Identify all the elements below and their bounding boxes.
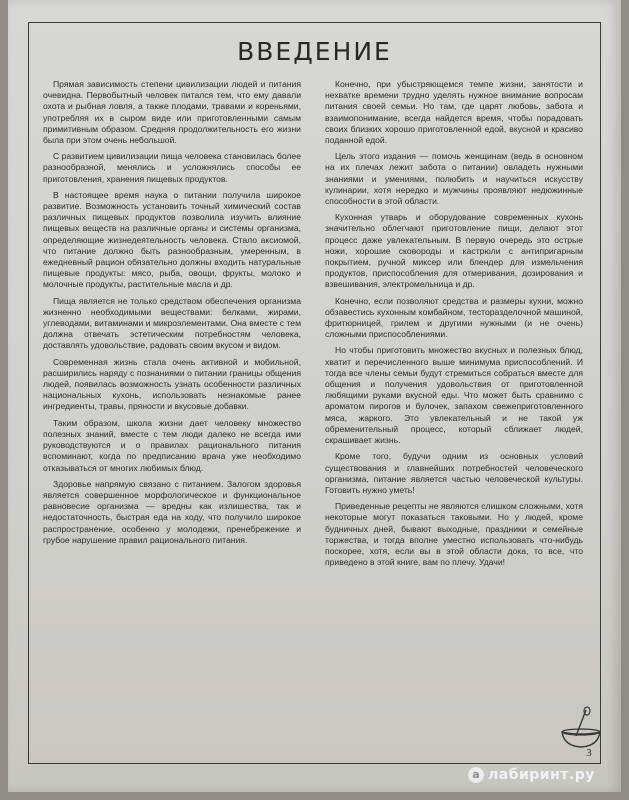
watermark [468, 764, 595, 786]
book-page [8, 0, 621, 792]
paragraph: Цель этого издания — помочь женщинам (ведь в основном на их плечах лежит забота о питании) овладеть нужными знаниями и умениями, полюбить и научиться искусству кулинарии, хотя нередко и мужчины проявляют недюжинные способности в этой области. [325, 151, 583, 207]
paragraph: Но чтобы приготовить множество вкусных и полезных блюд, хватит и перечисленного выше минимума приспособлений. И тогда все члены семьи будут стремиться собраться вместе для общения и получения удовольствия от приготовленной любящими руками вкусной еды. Что может быть сравнимо с ароматом пирогов и булочек, запахом свежеприготовленного мяса, жаркого. Это увлекательный и не такой уж обременительный процесс, который сближает людей, скрашивает жизнь. [325, 345, 583, 446]
paragraph: Кроме того, будучи одним из основных условий существования и главнейших потребностей человеческого организма, питание является частью человеческой культуры. Готовить нужно уметь! [325, 451, 583, 495]
page-title: ВВЕДЕНИЕ [237, 37, 392, 66]
labirint-logo-icon: а [468, 767, 484, 783]
paragraph: Кухонная утварь и оборудование современных кухонь значительно облегчают приготовление пищи, делают этот процесс даже увлекательным. В первую очередь это острые ножи, хорошие сковороды и кастрюли с антипригарным покрытием, ручной миксер или блендер для измельчения продуктов, приспособления для отмеривания, дозирования и взвешивания, электромельница и др. [325, 212, 583, 290]
watermark-text: лабиринт.ру [488, 767, 595, 783]
paragraph: Прямая зависимость степени цивилизации людей и питания очевидна. Первобытный человек питался тем, что ему давали охота и рыбная ловля, а также плодами, травами и кореньями, употребляя их в сыром виде или приготовленными самым примитивным образом. Средняя продолжительность его жизни была при этом очень небольшой. [43, 79, 301, 146]
paragraph: Приведенные рецепты не являются слишком сложными, хотя некоторые могут показаться таковыми. Но у людей, кроме будничных дней, бывают выходные, праздники и семейные торжества, и тогда вполне уместно использовать что-нибудь поскорее, хотя, если вы в этой области дока, то все, что приведено в этой книге, вам по плечу. Удачи! [325, 501, 583, 568]
left-column [43, 79, 301, 551]
paragraph: В настоящее время наука о питании получила широкое развитие. Возможность установить точный химический состав различных пищевых продуктов позволила изучить влияние пищевых веществ на различные органы и системы организма, определяющие жизнедеятельность человека. Стало аксиомой, что питание должно быть разнообразным, умеренным, в ежедневный рацион обязательно должны входить натуральные пищевые продукты: мясо, рыба, овощи, фрукты, молоко и молочные продукты, растительные масла и др. [43, 189, 301, 290]
paragraph: Здоровье напрямую связано с питанием. Залогом здоровья является совершенное морфологическое и функциональное равновесие организма — вредны как излишества, так и недостаточность, быстрая еда на ходу, что получило широкое распространение, особенно у молодежи, пренебрежение и грубое нарушение правил рационального питания. [43, 478, 301, 545]
page-number: 3 [586, 747, 592, 759]
right-column [325, 79, 583, 573]
paragraph: Конечно, при убыстряющемся темпе жизни, занятости и нехватке времени трудно уделять нужное внимание вопросам питания своей семьи. Но там, где царят любовь, забота и взаимопонимание, всегда найдется время, чтобы порадовать своих близких хорошо приготовленной едой, вкусной и красиво поданной едой. [325, 79, 583, 146]
paragraph: С развитием цивилизации пища человека становилась более разнообразной, менялись и усложнялись способы ее приготовления, хранения пищевых продуктов. [43, 151, 301, 184]
paragraph: Таким образом, школа жизни дает человеку множество полезных знаний, вместе с тем люди далеко не всегда ими руководствуются и о правилах рационального питания вспоминают, когда по предписанию врача уже необходимо отказываться от многих любимых блюд. [43, 417, 301, 473]
paragraph: Современная жизнь стала очень активной и мобильной, расширились наряду с познаниями о питании границы общения людей, появилась возможность узнать особенности различных национальных кухонь, использовать незнакомые ранее ингредиенты, травы, пряности и вкусовые добавки. [43, 356, 301, 412]
paragraph: Пища является не только средством обеспечения организма жизненно необходимыми веществами: белками, жирами, углеводами, витаминами и микроэлементами. Она вместе с тем должна отвечать эстетическим потребностям человека, доставлять удовольствие, радовать своим вкусом и видом. [43, 295, 301, 351]
paragraph: Конечно, если позволяют средства и размеры кухни, можно обзавестись кухонным комбайном, тесторазделочной машиной, фритюрницей, грилем и другими нужными (и не очень) сложными приспособлениями. [325, 295, 583, 340]
page-frame [28, 22, 601, 764]
